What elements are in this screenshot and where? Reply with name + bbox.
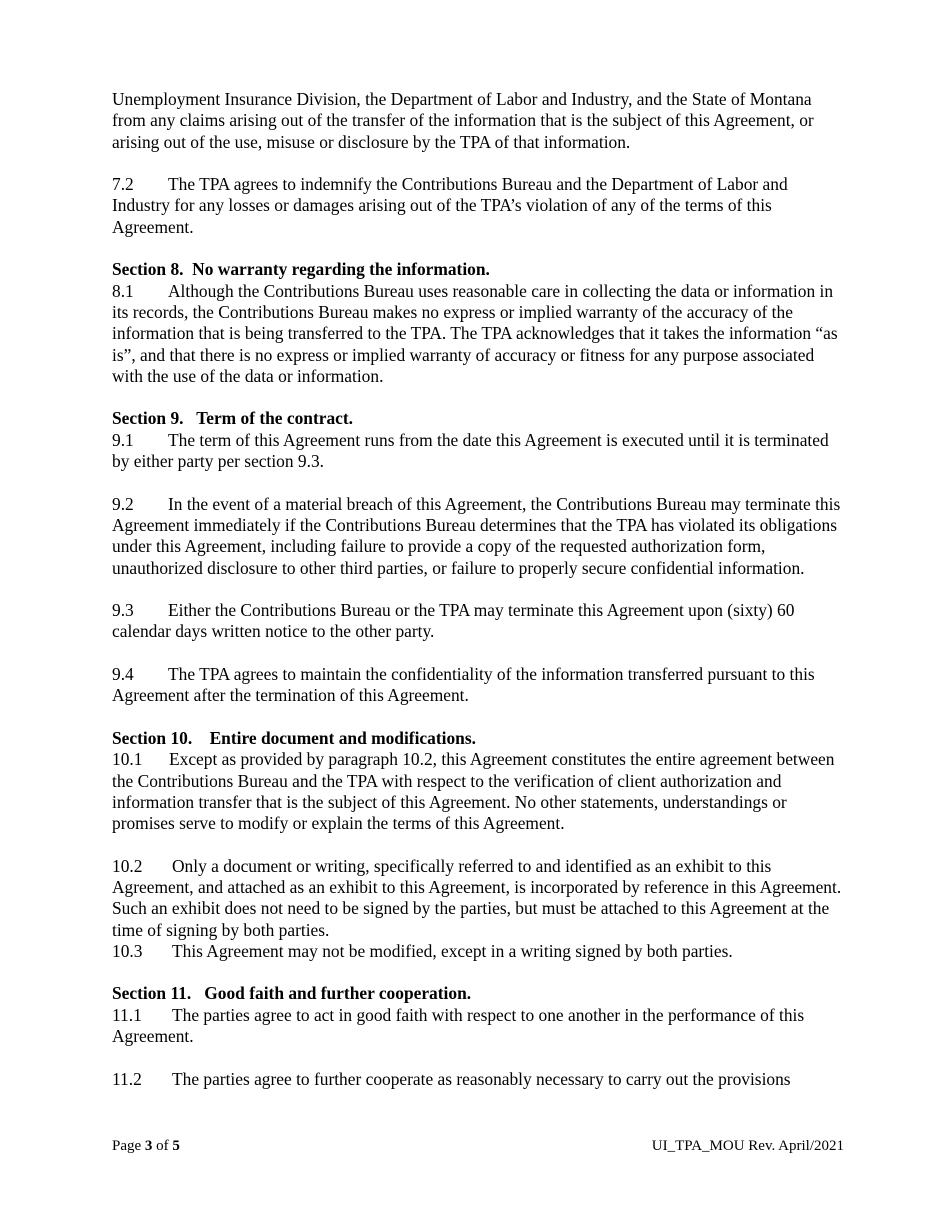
page-label: Page (112, 1138, 142, 1154)
paragraph-9-3 (112, 600, 842, 643)
paragraph-10-1 (112, 749, 842, 834)
page-footer (112, 1137, 844, 1155)
paragraph-number: 9.4 (112, 664, 134, 685)
paragraph-number: 9.2 (112, 493, 134, 514)
page-total: 5 (172, 1138, 180, 1154)
paragraph-text: Only a document or writing, specifically referred to and identified as an exhibit to this Agreement, and attached as an exhibit to this Agreement, is incorporated by reference in this Agreement. Such an exhibit does not need to be signed by the parties, but must be attached to this Agreement at the time of signing by both parties. (112, 855, 842, 940)
paragraph-text: The TPA agrees to indemnify the Contributions Bureau and the Department of Labor and Industry for any losses or damages arising out of the TPA’s violation of any of the terms of this Agreement. (112, 174, 788, 237)
paragraph-8-1 (112, 281, 842, 387)
paragraph-number: 9.3 (112, 600, 134, 621)
paragraph-10-3 (112, 941, 842, 962)
paragraph-text: In the event of a material breach of this Agreement, the Contributions Bureau may terminate this Agreement immediately if the Contributions Bureau determines that the TPA has violated its obligations under this Agreement, including failure to provide a copy of the requested authorization form, unauthorized disclosure to other third parties, or failure to properly secure confidential information. (112, 493, 841, 578)
paragraph-number: 10.1 (112, 749, 143, 770)
paragraph-number: 10.3 (112, 940, 143, 961)
document-body (112, 89, 842, 1090)
section-9-heading: Section 9. Term of the contract. (112, 408, 354, 429)
paragraph-9-1 (112, 430, 842, 473)
paragraph-text: Either the Contributions Bureau or the TPA may terminate this Agreement upon (sixty) 60 calendar days written notice to the other party. (112, 600, 795, 642)
paragraph-text: The term of this Agreement runs from the date this Agreement is executed until it is terminated by either party per section 9.3. (112, 429, 829, 472)
paragraph-number: 11.2 (112, 1068, 142, 1089)
paragraph-number: 9.1 (112, 429, 134, 450)
paragraph-number: 7.2 (112, 174, 134, 195)
paragraph-number: 11.1 (112, 1004, 142, 1025)
section-8-heading: Section 8. No warranty regarding the information. (112, 259, 490, 280)
paragraph-11-1 (112, 1005, 842, 1048)
page-current: 3 (144, 1138, 153, 1154)
paragraph-text: The parties agree to further cooperate as reasonably necessary to carry out the provisions (172, 1068, 791, 1089)
page-of: of (156, 1138, 169, 1154)
paragraph-10-2 (112, 856, 842, 941)
intro-paragraph: Unemployment Insurance Division, the Department of Labor and Industry, and the State of Montana from any claims arising out of the transfer of the information that is the subject of this Agreement, or arising out of the use, misuse or disclosure by the TPA of that information. (112, 89, 814, 152)
paragraph-9-4 (112, 664, 842, 707)
paragraph-text: Although the Contributions Bureau uses reasonable care in collecting the data or information in its records, the Contributions Bureau makes no express or implied warranty of the accuracy of the information that is being transferred to the TPA. The TPA acknowledges that it takes the information “as is”, and that there is no express or implied warranty of accuracy or fitness for any purpose associated with the use of the data or information. (112, 280, 838, 386)
paragraph-11-2 (112, 1069, 842, 1090)
paragraph-9-2 (112, 494, 842, 579)
section-10-heading: Section 10. Entire document and modifications. (112, 727, 476, 748)
paragraph-text: The parties agree to act in good faith with respect to one another in the performance of this Agreement. (112, 1004, 805, 1047)
paragraph-text: Except as provided by paragraph 10.2, this Agreement constitutes the entire agreement between the Contributions Bureau and the TPA with respect to the verification of client authorization and information transfer that is the subject of this Agreement. No other statements, understandings or promises serve to modify or explain the terms of this Agreement. (112, 749, 835, 834)
paragraph-7-2 (112, 174, 842, 238)
page-number (112, 1137, 180, 1155)
paragraph-number: 8.1 (112, 280, 134, 301)
document-reference: UI_TPA_MOU Rev. April/2021 (651, 1138, 844, 1154)
paragraph-text: This Agreement may not be modified, except in a writing signed by both parties. (172, 940, 733, 961)
paragraph-number: 10.2 (112, 855, 143, 876)
paragraph-text: The TPA agrees to maintain the confidentiality of the information transferred pursuant to this Agreement after the termination of this Agreement. (112, 664, 815, 706)
section-11-heading: Section 11. Good faith and further cooperation. (112, 983, 472, 1004)
